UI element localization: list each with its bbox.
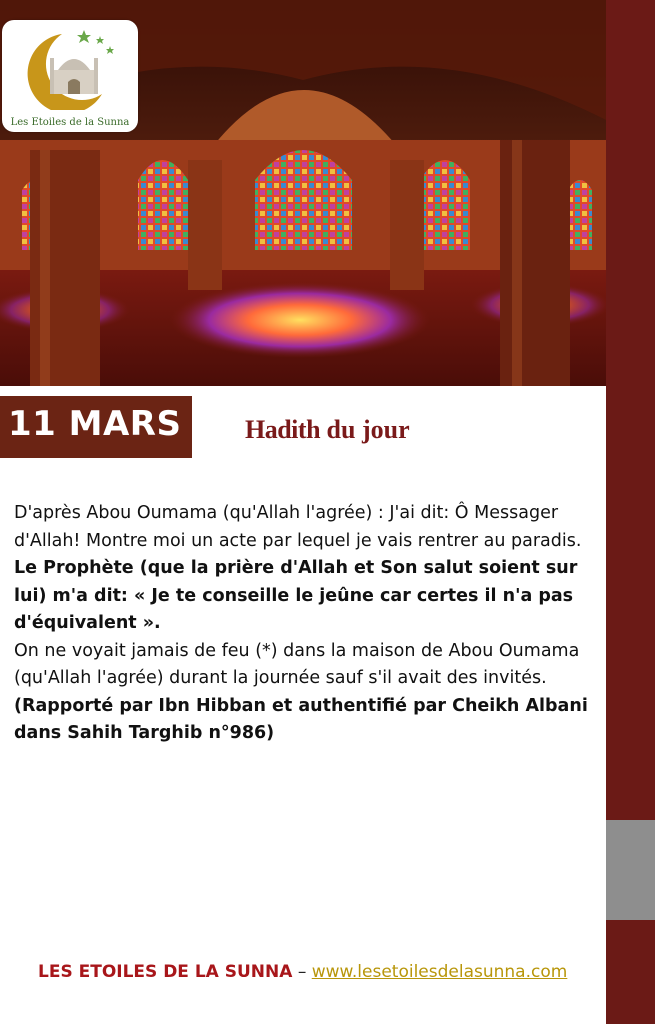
logo-text: Les Etoiles de la Sunna — [10, 117, 130, 128]
hadith-intro: D'après Abou Oumama (qu'Allah l'agrée) : J'ai dit: Ô Messager d'Allah! Montre moi un acte par lequel je vais rentrer au paradis. — [14, 503, 582, 551]
hadith-prophet-saying: Le Prophète (que la prière d'Allah et Son salut soient sur lui) m'a dit: « Je te conseille le jeûne car certes il n'a pas d'équivalent ». — [14, 558, 578, 633]
sidebar-red-top — [606, 0, 655, 820]
page-title — [245, 415, 410, 445]
logo[interactable] — [2, 20, 138, 132]
title-hadith: Hadith — [245, 415, 321, 444]
sidebar-red-bottom — [606, 920, 655, 1024]
hadith-text — [14, 500, 604, 748]
date-badge — [0, 396, 192, 458]
sidebar-grey — [606, 820, 655, 920]
crescent-mosque-icon — [12, 24, 128, 110]
footer-brand: LES ETOILES DE LA SUNNA — [38, 962, 293, 982]
hadith-source: (Rapporté par Ibn Hibban et authentifié par Cheikh Albani dans Sahih Targhib n°986) — [14, 695, 588, 743]
hadith-note: On ne voyait jamais de feu (*) dans la maison de Abou Oumama (qu'Allah l'agrée) durant la journée sauf s'il avait des invités. — [14, 640, 580, 688]
website-link[interactable]: www.lesetoilesdelasunna.com — [311, 962, 568, 982]
date-label: 11 MARS — [8, 404, 182, 444]
title-du-jour: du jour — [326, 415, 410, 444]
footer — [38, 962, 567, 982]
footer-separator: – — [292, 962, 312, 982]
